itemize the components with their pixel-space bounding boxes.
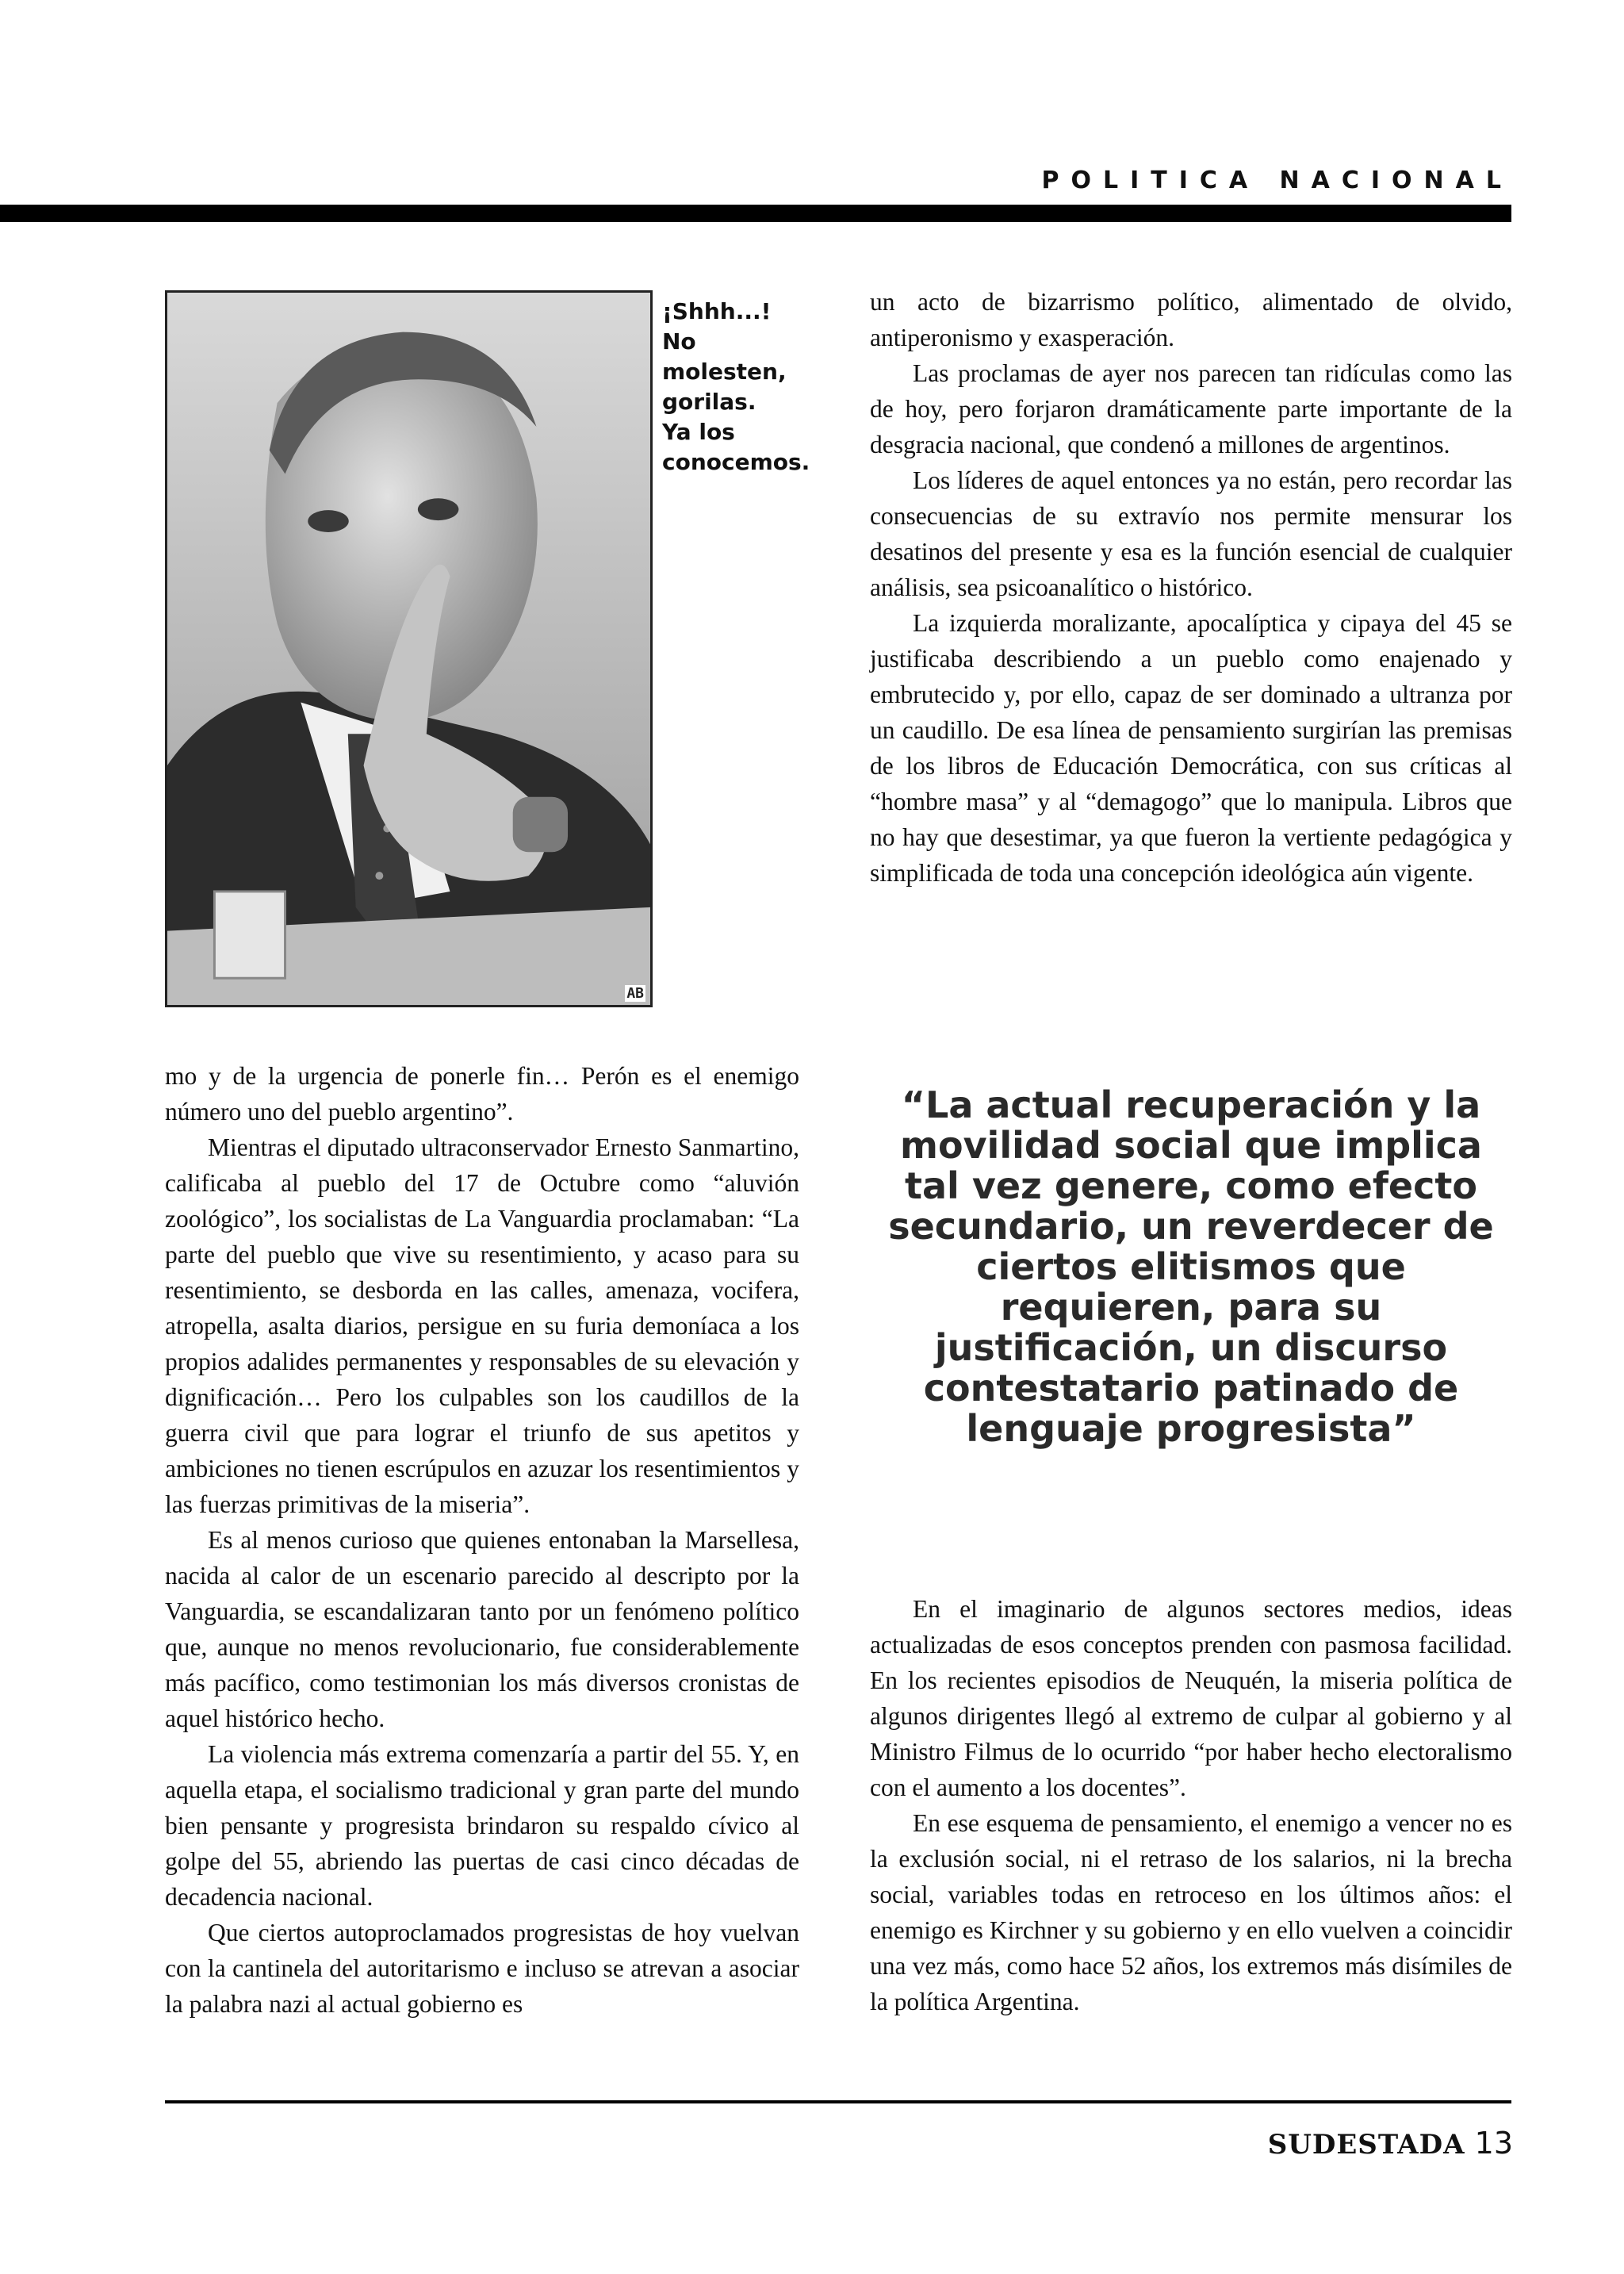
- pull-quote: “La actual recuperación y la movilidad social que implica tal vez genere, como efecto secundario, un reverdecer de ciertos elitismos que requieren, para su justificación, un discurso contestatario patinado de lenguaje progresista”: [888, 1083, 1494, 1450]
- paragraph: Que ciertos autoproclamados progresistas de hoy vuelvan con la cantinela del autoritarismo e incluso se atrevan a asociar la palabra nazi al actual gobierno es: [165, 1919, 799, 2018]
- page-number: 13: [1474, 2126, 1513, 2161]
- caption-line: gorilas.: [662, 389, 756, 415]
- magazine-name: SUDESTADA: [1267, 2129, 1465, 2161]
- paragraph: mo y de la urgencia de ponerle fin… Perón es el enemigo número uno del pueblo argentino”.: [165, 1062, 799, 1125]
- column-right-bottom: [870, 1591, 1512, 2019]
- column-right-top: [870, 284, 1512, 891]
- paragraph: La izquierda moralizante, apocalíptica y cipaya del 45 se justificaba describiendo a un pueblo como enajenado y embrutecido y, por ello, capaz de ser dominado a ultranza por un caudillo. De esa línea de pensamiento surgirían las premisas de los libros de Educación Democrática, con sus críticas al “hombre masa” y al “demagogo” que lo manipula. Libros que no hay que desestimar, ya que fueron la vertiente pedagógica y simplificada de toda una concepción ideológica aún vigente.: [870, 609, 1512, 887]
- photo-illustration: [167, 293, 650, 1005]
- paragraph: La violencia más extrema comenzaría a partir del 55. Y, en aquella etapa, el socialismo tradicional y gran parte del mundo bien pensante y progresista brindaron su respaldo cívico al golpe del 55, abriendo las puertas de casi cinco décadas de decadencia nacional.: [165, 1740, 799, 1911]
- caption-line: molesten,: [662, 359, 787, 385]
- footer-rule: [165, 2100, 1511, 2103]
- caption-line: Ya los: [662, 419, 735, 445]
- column-left: [165, 1058, 799, 2022]
- photo-caption: [662, 297, 821, 477]
- paragraph: Los líderes de aquel entonces ya no están, pero recordar las consecuencias de su extravío nos permite mensurar los desatinos del presente y esa es la función esencial de cualquier análisis, sea psicoanalítico o histórico.: [870, 466, 1512, 601]
- header-rule: [0, 205, 1511, 222]
- page-footer: [1268, 2126, 1513, 2161]
- photo-watermark: AB: [626, 985, 644, 1002]
- article-photo: [165, 290, 653, 1007]
- caption-line: No: [662, 328, 696, 355]
- paragraph: un acto de bizarrismo político, alimentado de olvido, antiperonismo y exasperación.: [870, 288, 1512, 351]
- paragraph: Las proclamas de ayer nos parecen tan ridículas como las de hoy, pero forjaron dramáticamente parte importante de la desgracia nacional, que condenó a millones de argentinos.: [870, 359, 1512, 458]
- paragraph: Es al menos curioso que quienes entonaban la Marsellesa, nacida al calor de un escenario parecido al descripto por la Vanguardia, se escandalizaran tanto por un fenómeno político que, aunque no menos revolucionario, fue considerablemente más pacífico, como testimonian los más diversos cronistas de aquel histórico hecho.: [165, 1526, 799, 1732]
- caption-line: conocemos.: [662, 449, 810, 475]
- caption-line: ¡Shhh...!: [662, 298, 772, 324]
- paragraph: En ese esquema de pensamiento, el enemigo a vencer no es la exclusión social, ni el retraso de los salarios, ni la brecha social, variables todas en retroceso en los últimos años: el enemigo es Kirchner y su gobierno y en ello vuelven a coincidir una vez más, como hace 52 años, los extremos más disímiles de la política Argentina.: [870, 1809, 1512, 2015]
- paragraph: En el imaginario de algunos sectores medios, ideas actualizadas de esos conceptos prenden con pasmosa facilidad. En los recientes episodios de Neuquén, la miseria política de algunos dirigentes llegó al extremo de culpar al gobierno y al Ministro Filmus de lo ocurrido “por haber hecho electoralismo con el aumento a los docentes”.: [870, 1595, 1512, 1801]
- section-title: POLITICA NACIONAL: [1041, 167, 1513, 194]
- paragraph: Mientras el diputado ultraconservador Ernesto Sanmartino, calificaba al pueblo del 17 de Octubre como “aluvión zoológico”, los socialistas de La Vanguardia proclamaban: “La parte del pueblo que vive su resentimiento, y acaso para su resentimiento, se desborda en las calles, amenaza, vocifera, atropella, asalta diarios, persigue en su furia demoníaca a los propios adalides permanentes y responsables de su elevación y dignificación… Pero los culpables son los caudillos de la guerra civil que para lograr el triunfo de sus apetitos y ambiciones no tienen escrúpulos en azuzar los resentimientos y las fuerzas primitivas de la miseria”.: [165, 1133, 799, 1518]
